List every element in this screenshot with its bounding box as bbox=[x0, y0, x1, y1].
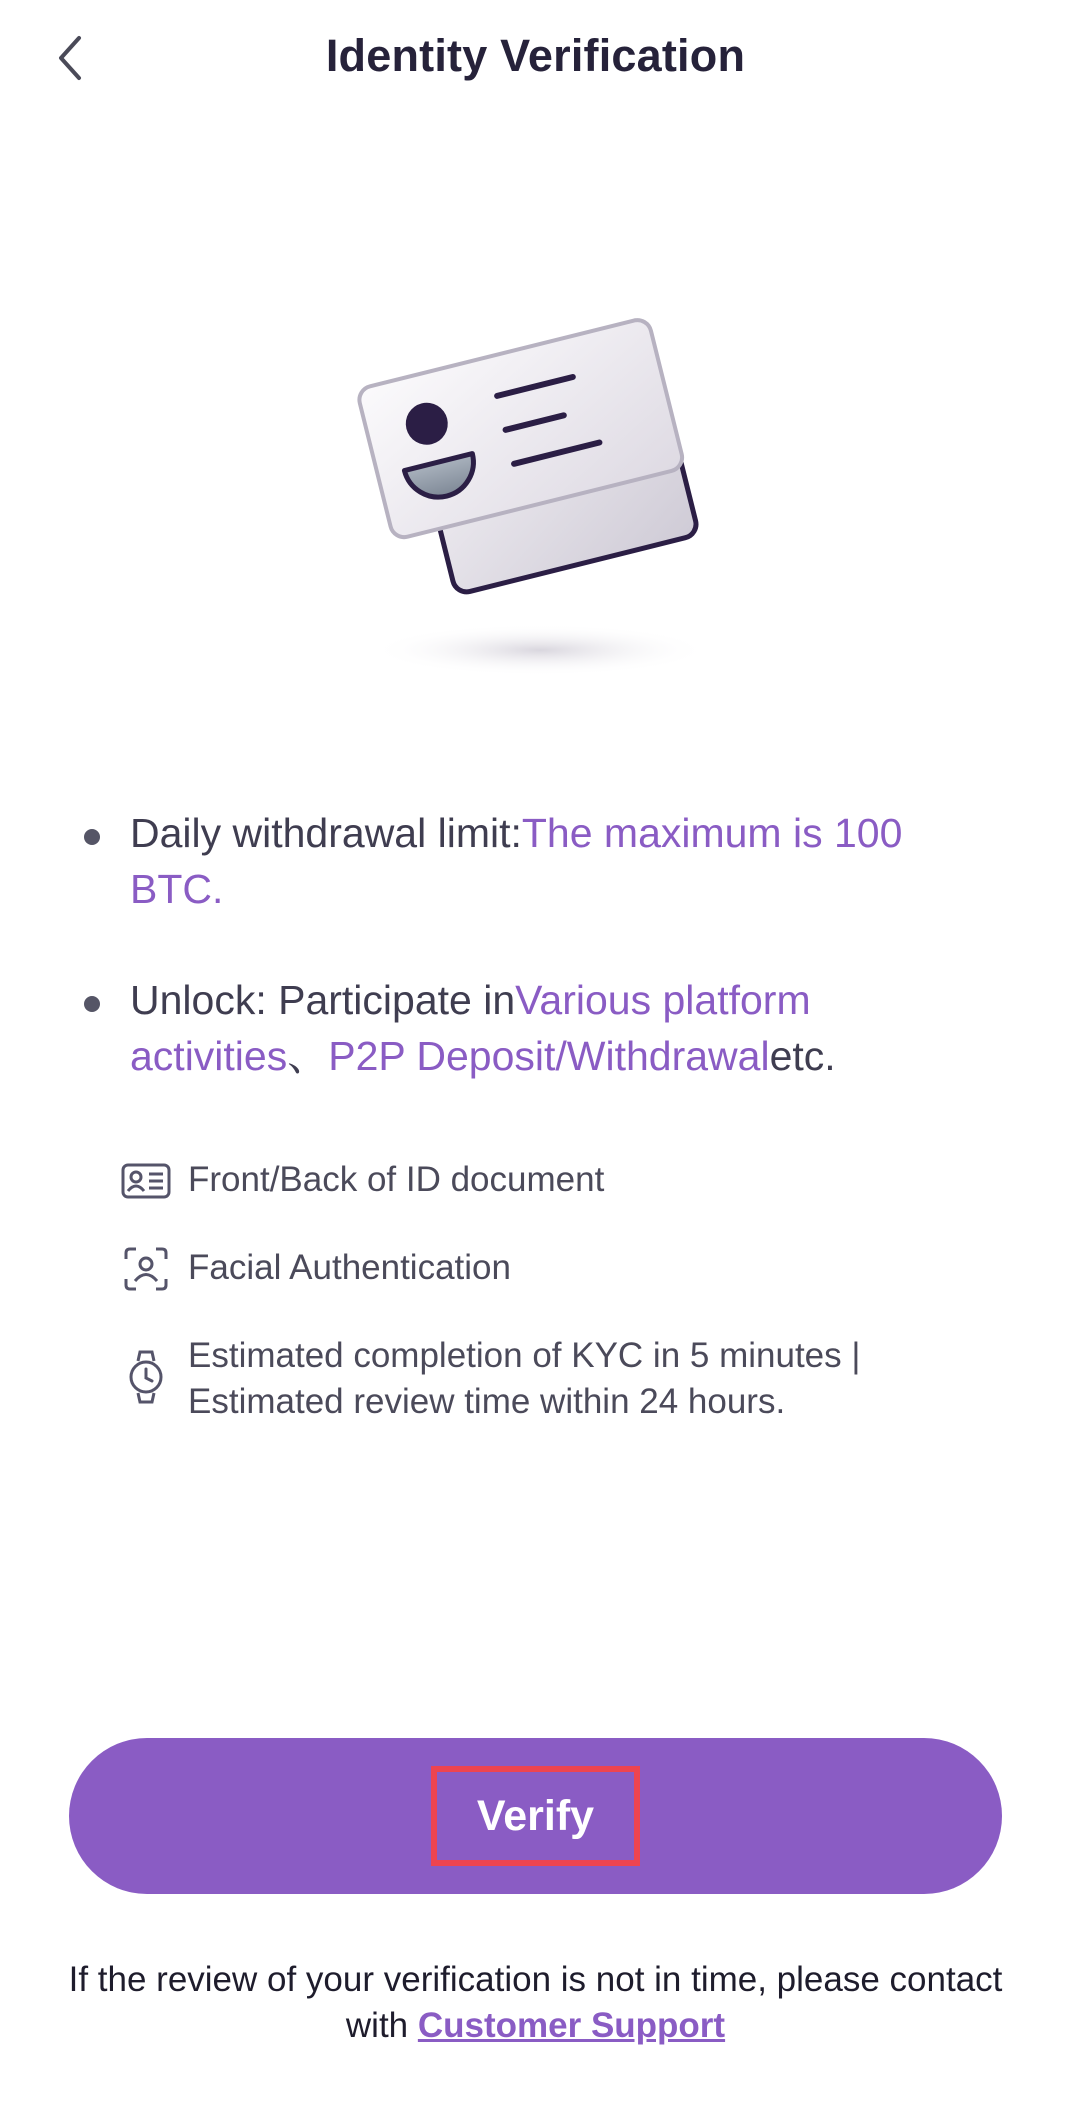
requirement-text: Facial Authentication bbox=[188, 1248, 511, 1287]
requirement-id-document bbox=[118, 1155, 1018, 1207]
benefit-withdrawal-limit bbox=[84, 805, 1004, 917]
benefits-list bbox=[84, 805, 1004, 1139]
requirement-estimated-time bbox=[118, 1331, 1018, 1425]
benefit-highlight: The maximum is 100 BTC. bbox=[130, 810, 903, 912]
bullet-dot bbox=[84, 829, 100, 845]
verify-button[interactable] bbox=[69, 1738, 1002, 1894]
benefit-suffix: etc. bbox=[769, 1033, 836, 1079]
requirement-facial-auth bbox=[118, 1243, 1018, 1295]
id-card-illustration bbox=[355, 295, 725, 685]
requirement-text: Front/Back of ID document bbox=[188, 1160, 605, 1199]
benefit-highlight-activities: Various platform activities bbox=[130, 977, 811, 1079]
requirement-text: Estimated completion of KYC in 5 minutes | Estimated review time within 24 hours. bbox=[188, 1336, 861, 1421]
benefit-text bbox=[130, 972, 990, 1084]
benefit-text bbox=[130, 805, 990, 917]
page-title: Identity Verification bbox=[325, 30, 746, 81]
benefit-label: Daily withdrawal limit: bbox=[130, 810, 522, 856]
header bbox=[0, 0, 1071, 116]
watch-icon bbox=[118, 1331, 174, 1423]
benefit-label: Unlock: Participate in bbox=[130, 977, 516, 1023]
verify-button-label: Verify bbox=[431, 1766, 640, 1866]
benefit-unlock bbox=[84, 972, 1004, 1084]
benefit-highlight-p2p: P2P Deposit/Withdrawal bbox=[328, 1033, 770, 1079]
benefit-separator: 、 bbox=[287, 1033, 329, 1079]
id-document-icon bbox=[118, 1155, 174, 1207]
customer-support-link[interactable]: Customer Support bbox=[417, 2006, 726, 2045]
requirements-list bbox=[118, 1155, 1018, 1461]
face-scan-icon bbox=[118, 1243, 174, 1295]
footer-text: If the review of your verification is not in time, please contact with bbox=[68, 1960, 1003, 2045]
footer-note bbox=[60, 1957, 1011, 2049]
bullet-dot bbox=[84, 996, 100, 1012]
